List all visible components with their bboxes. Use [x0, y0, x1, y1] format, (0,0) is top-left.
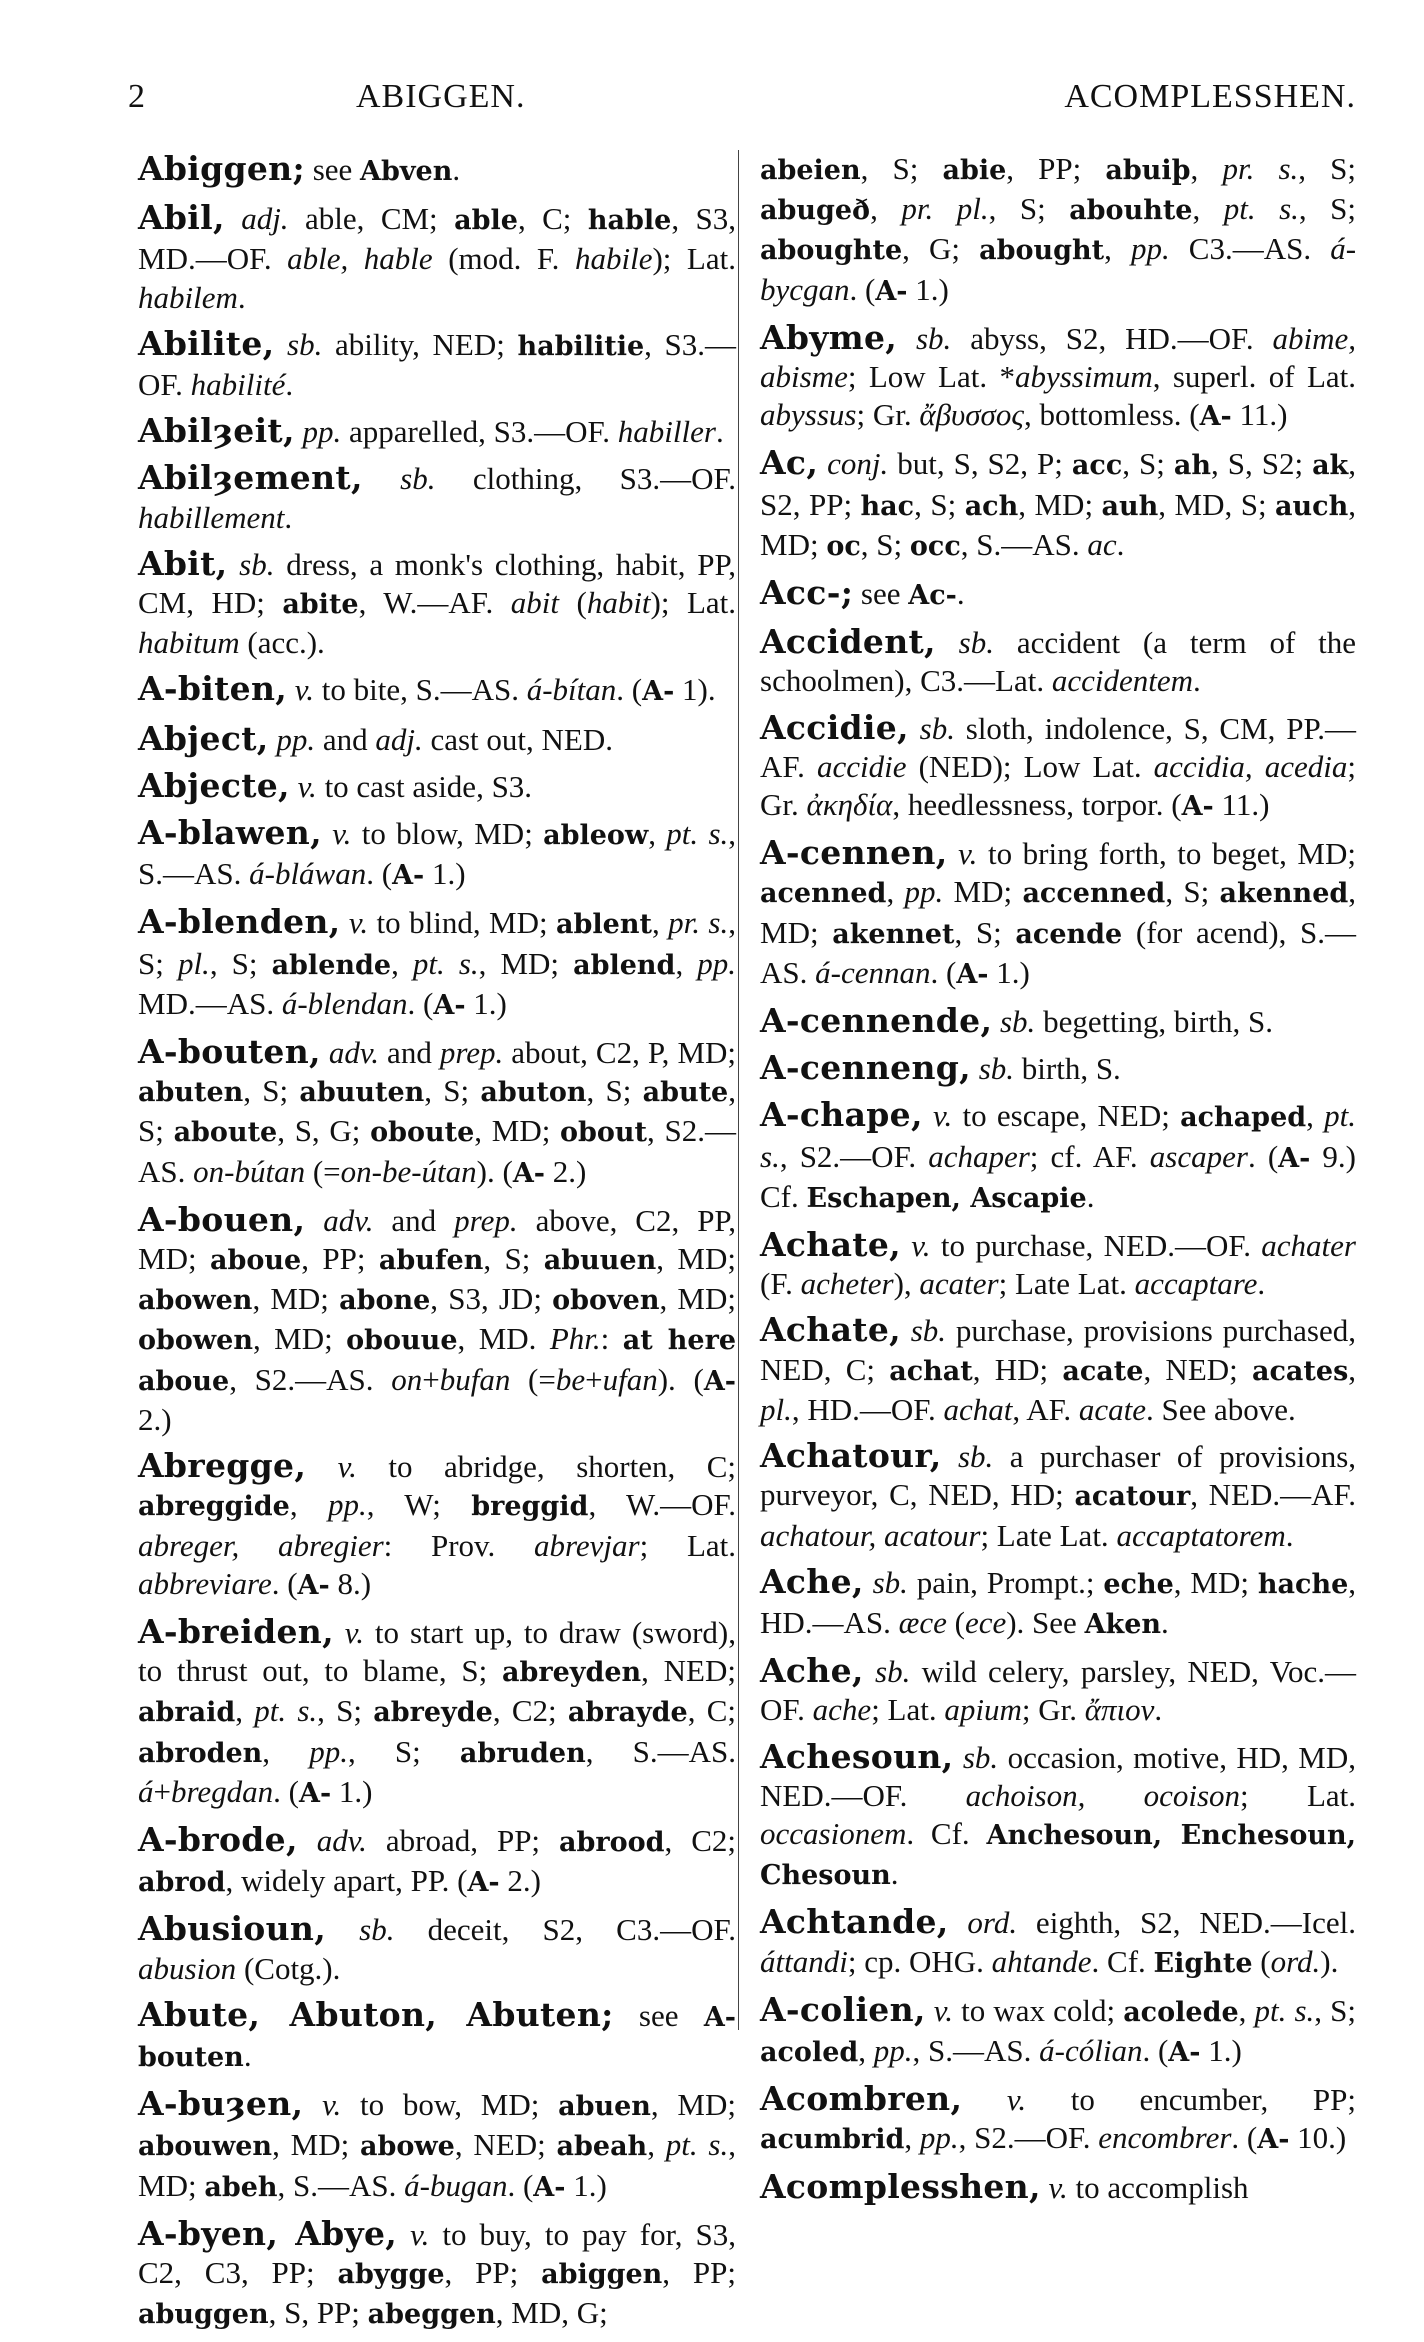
dictionary-entry — [138, 1613, 736, 1813]
dictionary-entry — [138, 150, 736, 191]
entry-definition: sb. abyss, S2, HD.—OF. abime, abisme; Low Lat. *abyssimum, superl. of Lat. abyssus; Gr. ἄβυσσος, bottomless. (A- 11.) — [760, 320, 1356, 433]
entry-separator: , — [212, 198, 225, 238]
entry-headword: Abute, Abuton, Abuten — [138, 1994, 602, 2034]
entry-definition: v. to wax cold; acolede, pt. s., S; acoled, pp., S.—AS. á-cólian. (A- 1.) — [760, 1992, 1356, 2068]
entry-definition: sb. purchase, provisions purchased, NED, C; achat, HD; acate, NED; acates, pl., HD.—OF. achat, AF. acate. See above. — [760, 1313, 1357, 1427]
entry-separator: , — [959, 1048, 971, 1088]
entry-headword: Ache — [760, 1651, 852, 1691]
entry-separator: , — [935, 833, 948, 873]
running-head-right: ACOMPLESSHEN. — [1064, 78, 1356, 115]
entry-headword: Ache — [760, 1561, 852, 1601]
entry-headword: Abregge — [138, 1446, 295, 1486]
entry-definition: adv. abroad, PP; abrood, C2; abrod, widely apart, PP. (A- 2.) — [138, 1822, 737, 1899]
dictionary-entry — [760, 1226, 1356, 1303]
running-head — [128, 78, 1356, 128]
entry-separator: , — [910, 1095, 923, 1135]
running-head-left: ABIGGEN. — [356, 78, 526, 115]
dictionary-entry — [138, 199, 736, 317]
entry-definition: sb. wild celery, parsley, NED, Voc.—OF. ache; Lat. apium; Gr. ἄπιον. — [760, 1654, 1356, 1728]
entry-definition: see Ac-. — [853, 576, 965, 612]
entry-definition: v. to bring forth, to beget, MD; acenned, pp. MD; accenned, S; akenned, MD; akennet, S; acende (for acend), S.—AS. á-cennan. (A- 1.) — [760, 836, 1357, 990]
dictionary-entry — [760, 2168, 1356, 2207]
entry-separator: , — [941, 1736, 954, 1776]
entry-separator: ; — [601, 1994, 614, 2034]
dictionary-entry — [138, 1996, 736, 2077]
dictionary-entry — [760, 1096, 1356, 1218]
entry-headword: A-colien — [760, 1989, 914, 2029]
entry-headword: A-chape — [760, 1095, 911, 1135]
entry-headword: Achtande — [760, 1902, 937, 1942]
entry-definition: sb. begetting, birth, S. — [999, 1004, 1273, 1040]
entry-definition: sb. occasion, motive, HD, MD, NED.—OF. achoison, ocoison; Lat. occasionem. Cf. Anchesoun, Enchesoun, Chesoun. — [760, 1739, 1357, 1892]
entry-headword: Abusioun — [138, 1909, 315, 1949]
entry-definition: v. to bow, MD; abuen, MD; abouwen, MD; abowe, NED; abeah, pt. s., MD; abeh, S.—AS. á-bugan. (A- 1.) — [138, 2087, 736, 2203]
entry-definition: v. to encumber, PP; acumbrid, pp., S2.—OF. encombrer. (A- 10.) — [760, 2082, 1356, 2156]
dictionary-entry — [138, 459, 736, 536]
entry-headword: Abiggen — [138, 149, 293, 188]
entry-separator: , — [913, 1989, 926, 2029]
dictionary-entry — [138, 545, 736, 663]
entry-separator: ; — [840, 573, 854, 613]
dictionary-entry — [760, 150, 1356, 311]
entry-headword: Achate — [760, 1225, 890, 1265]
entry-headword: A-bouen — [138, 1199, 294, 1239]
entry-separator: , — [924, 622, 936, 662]
page-number: 2 — [128, 78, 146, 115]
entry-definition: pp. and adj. cast out, NED. — [276, 721, 613, 757]
dictionary-entry — [138, 325, 736, 404]
dictionary-entry — [760, 1311, 1356, 1429]
entry-headword: Achesoun — [760, 1736, 942, 1776]
entry-separator: , — [889, 1225, 901, 1265]
dictionary-entry — [138, 2085, 736, 2207]
entry-definition: v. to start up, to draw (sword), to thrust out, to blame, S; abreyden, NED; abraid, pt. s., S; abreyde, C2; abrayde, C; abroden, pp., S; abruden, S.—AS. á+bregdan. (A- 1.) — [138, 1614, 737, 1809]
entry-definition: sb. pain, Prompt.; eche, MD; hache, HD.—AS. æce (ece). See Aken. — [760, 1564, 1356, 1640]
dictionary-entry — [138, 814, 736, 895]
entry-headword: Abject — [138, 718, 257, 758]
entry-headword: Ac — [760, 443, 807, 483]
entry-separator: , — [293, 1199, 306, 1239]
entry-headword: Abilȝeit — [138, 411, 283, 451]
entry-headword: A-cennende — [760, 1001, 981, 1041]
entry-definition: sb. dress, a monk's clothing, habit, PP, CM, HD; abite, W.—AF. abit (habit); Lat. habitum (acc.). — [138, 546, 737, 661]
entry-headword: Abilite — [138, 323, 263, 363]
entry-separator: , — [256, 718, 269, 758]
entry-definition: see Abven. — [304, 152, 461, 187]
entry-definition: adj. able, CM; able, C; hable, S3, MD.—OF. able, hable (mod. F. habile); Lat. habilem. — [138, 201, 736, 315]
entry-headword: Acc- — [760, 573, 841, 613]
entry-headword: Abilȝement — [138, 458, 351, 498]
entry-definition: sb. clothing, S3.—OF. habillement. — [138, 461, 737, 535]
entry-separator: , — [929, 1436, 942, 1476]
entry-definition: sb. deceit, S2, C3.—OF. abusion (Cotg.). — [138, 1912, 736, 1986]
entry-separator: , — [1028, 2166, 1041, 2206]
entry-separator: , — [980, 1001, 993, 1041]
entry-headword: Acombren — [760, 2079, 951, 2119]
entry-separator: , — [278, 765, 290, 805]
entry-headword: A-brode — [138, 1819, 286, 1859]
entry-separator: , — [275, 669, 288, 709]
entry-separator: , — [262, 323, 275, 363]
entry-definition: v. to abridge, shorten, C; abreggide, pp., W; breggid, W.—OF. abreger, abregier: Prov. abrevjar; Lat. abbreviare. (A- 8.) — [138, 1449, 737, 1601]
entry-headword: A-byen, Abye — [138, 2213, 386, 2253]
entry-headword: A-blawen — [138, 813, 311, 853]
entry-separator: , — [350, 458, 363, 498]
entry-separator: , — [314, 1909, 326, 1949]
entry-definition: v. to blind, MD; ablent, pr. s., S; pl., S; ablende, pt. s., MD; ablend, pp. MD.—AS. á-blendan. (A- 1.) — [138, 905, 737, 1021]
entry-definition: v. to buy, to pay for, S3, C2, C3, PP; abygge, PP; abiggen, PP; abuggen, S, PP; abeggen, MD, G; — [138, 2216, 737, 2331]
dictionary-entry — [760, 1049, 1356, 1088]
entry-headword: A-cenneng — [760, 1048, 960, 1088]
entry-separator: , — [310, 813, 322, 853]
left-column — [138, 150, 736, 2342]
dictionary-entry — [138, 720, 736, 759]
dictionary-entry — [760, 709, 1356, 827]
dictionary-entry — [138, 767, 736, 806]
entry-separator: , — [897, 707, 909, 747]
entry-headword: Abjecte — [138, 765, 279, 805]
entry-separator: , — [215, 543, 228, 583]
entry-definition: adv. and prep. about, C2, P, MD; abuten, S; abuuten, S; abuton, S; abute, S; aboute, S, G; oboute, MD; obout, S2.—AS. on-bútan (=on-be-útan). (A- 2.) — [138, 1035, 737, 1189]
entry-headword: A-breiden — [138, 1611, 323, 1651]
entry-definition: pp. apparelled, S3.—OF. habiller. — [302, 414, 724, 450]
entry-definition: abeien, S; abie, PP; abuiþ, pr. s., S; abugeð, pr. pl., S; abouhte, pt. s., S; aboughte, G; abought, pp. C3.—AS. á-bycgan. (A- 1.) — [760, 151, 1357, 307]
dictionary-entry — [138, 1821, 736, 1902]
entry-separator: , — [885, 317, 898, 357]
entry-separator: , — [291, 2084, 304, 2124]
entry-definition: sb. sloth, indolence, S, CM, PP.—AF. accidie (NED); Low Lat. accidia, acedia; Gr. ἀκηδία, heedlessness, torpor. (A- 11.) — [760, 710, 1356, 823]
dictionary-entry — [760, 2080, 1356, 2159]
entry-separator: , — [282, 411, 295, 451]
dictionary-entry — [138, 670, 736, 711]
entry-separator: , — [950, 2079, 963, 2119]
entry-separator: , — [889, 1310, 901, 1350]
entry-definition: sb. birth, S. — [978, 1051, 1121, 1087]
entry-definition: v. to escape, NED; achaped, pt. s., S2.—OF. achaper; cf. AF. ascaper. (A- 9.) Cf. Eschapen, Ascapie. — [760, 1098, 1357, 1214]
dictionary-entry — [760, 574, 1356, 615]
entry-definition: sb. ability, NED; habilitie, S3.—OF. habilité. — [138, 326, 737, 403]
dictionary-entry — [760, 1563, 1356, 1644]
entry-headword: A-biten — [138, 669, 276, 709]
dictionary-entry — [138, 903, 736, 1025]
dictionary-entry — [138, 2215, 736, 2335]
entry-separator: , — [309, 1032, 321, 1072]
dictionary-entry — [138, 1033, 736, 1193]
entry-separator: , — [294, 1446, 307, 1486]
dictionary-entry — [760, 319, 1356, 437]
entry-headword: Accident — [760, 622, 925, 662]
entry-separator: ; — [292, 149, 305, 188]
entry-separator: , — [385, 2213, 398, 2253]
column-divider — [738, 150, 739, 2030]
entry-headword: Abyme — [760, 317, 886, 357]
dictionary-entry — [760, 623, 1356, 700]
entry-definition: conj. but, S, S2, P; acc, S; ah, S, S2; ak, S2, PP; hac, S; ach, MD; auh, MD, S; auch, MD; oc, S; occ, S.—AS. ac. — [760, 446, 1357, 562]
entry-headword: Achatour — [760, 1436, 930, 1476]
right-column — [760, 150, 1356, 2215]
dictionary-entry — [760, 1002, 1356, 1041]
dictionary-entry — [138, 1910, 736, 1987]
entry-definition: v. to cast aside, S3. — [297, 768, 533, 804]
entry-definition: ord. eighth, S2, NED.—Icel. áttandi; cp. OHG. ahtande. Cf. Eighte (ord.). — [760, 1905, 1357, 1979]
entry-headword: A-buȝen — [138, 2084, 292, 2124]
entry-separator: , — [328, 902, 341, 942]
entry-headword: Accidie — [760, 707, 898, 747]
entry-separator: , — [936, 1902, 949, 1942]
dictionary-entry — [760, 1738, 1356, 1896]
dictionary-entry — [760, 1437, 1356, 1555]
entry-definition: sb. accident (a term of the schoolmen), C3.—Lat. accidentem. — [760, 625, 1356, 699]
entry-headword: Abit — [138, 543, 216, 583]
entry-definition: sb. a purchaser of provisions, purveyor, C, NED, HD; acatour, NED.—AF. achatour, acatour; Late Lat. accaptatorem. — [760, 1439, 1357, 1553]
entry-separator: , — [851, 1561, 864, 1601]
entry-separator: , — [285, 1819, 298, 1859]
entry-definition: v. to purchase, NED.—OF. achater (F. acheter), acater; Late Lat. accaptare. — [760, 1228, 1356, 1302]
dictionary-entry — [760, 1652, 1356, 1729]
dictionary-entry — [760, 1991, 1356, 2072]
entry-headword: A-bouten — [138, 1032, 310, 1072]
entry-headword: Achate — [760, 1310, 890, 1350]
entry-definition: v. to accomplish — [1048, 2169, 1249, 2205]
dictionary-entry — [760, 1903, 1356, 1982]
entry-separator: , — [806, 443, 819, 483]
entry-headword: A-cennen — [760, 833, 936, 873]
entry-headword: Acomplesshen — [760, 2166, 1029, 2206]
dictionary-entry — [138, 412, 736, 451]
entry-headword: A-blenden — [138, 902, 329, 942]
entry-definition: v. to bite, S.—AS. á-bítan. (A- 1). — [294, 672, 716, 708]
dictionary-entry — [760, 444, 1356, 566]
entry-separator: , — [322, 1611, 334, 1651]
entry-definition: see A-bouten. — [138, 1997, 736, 2073]
dictionary-entry — [138, 1201, 736, 1439]
dictionary-entry — [138, 1447, 736, 1605]
entry-definition: v. to blow, MD; ableow, pt. s., S.—AS. á-bláwan. (A- 1.) — [138, 816, 737, 892]
entry-separator: , — [851, 1651, 864, 1691]
entry-headword: Abil — [138, 198, 213, 238]
entry-definition: adv. and prep. above, C2, PP, MD; aboue, PP; abufen, S; abuuen, MD; abowen, MD; abone, S3, JD; oboven, MD; obowen, MD; obouue, MD. Phr.: at here aboue, S2.—AS. on+bufan (=be+ufan). (A- 2.) — [138, 1202, 737, 1437]
dictionary-entry — [760, 834, 1356, 994]
